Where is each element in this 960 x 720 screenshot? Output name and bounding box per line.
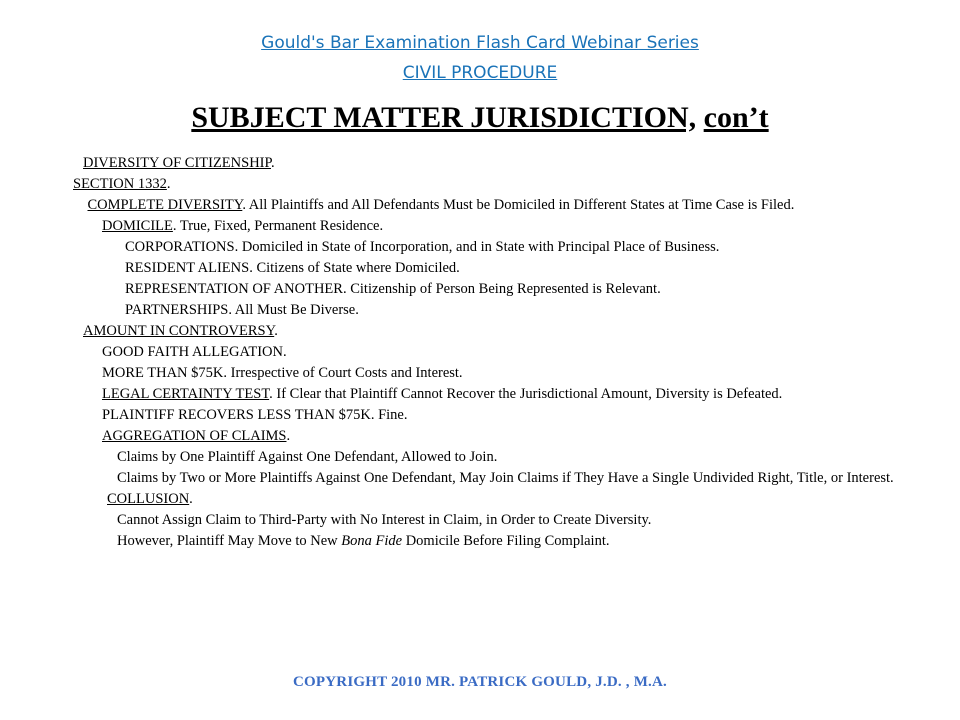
outline-one-plaintiff: Claims by One Plaintiff Against One Defendant, Allowed to Join. (117, 449, 498, 465)
complete-diversity-label: COMPLETE DIVERSITY (87, 197, 243, 213)
outline-good-faith: GOOD FAITH ALLEGATION. (102, 344, 287, 360)
outline-two-plaintiffs: Claims by Two or More Plaintiffs Against One Defendant, May Join Claims if They Have a Single Undivided Right, Title, or Interest. (117, 470, 894, 486)
outline-domicile: DOMICILE. True, Fixed, Permanent Residence. (102, 218, 384, 234)
outline-section: SECTION 1332. (73, 176, 171, 192)
subject-title-link[interactable]: CIVIL PROCEDURE (402, 63, 558, 83)
outline-legal-certainty: LEGAL CERTAINTY TEST. If Clear that Plaintiff Cannot Recover the Jurisdictional Amount, Diversity is Defeated. (102, 386, 783, 402)
outline-collusion: COLLUSION. (107, 491, 193, 507)
copyright-footer: COPYRIGHT 2010 MR. PATRICK GOULD, J.D. , M.A. (293, 674, 667, 690)
section-label: SECTION 1332 (73, 176, 167, 192)
series-title-link[interactable]: Gould's Bar Examination Flash Card Webinar Series (261, 33, 699, 53)
slide-title (0, 100, 960, 136)
amount-label: AMOUNT IN CONTROVERSY (83, 323, 275, 339)
outline-diversity: DIVERSITY OF CITIZENSHIP. (83, 155, 275, 171)
outline-more-than: MORE THAN $75K. Irrespective of Court Costs and Interest. (102, 365, 463, 381)
outline-complete-diversity: COMPLETE DIVERSITY. All Plaintiffs and All Defendants Must be Domiciled in Different States at Time Case is Filed. (87, 197, 795, 213)
outline-aggregation: AGGREGATION OF CLAIMS. (102, 428, 291, 444)
outline-cannot-assign: Cannot Assign Claim to Third-Party with No Interest in Claim, in Order to Create Diversity. (117, 512, 652, 528)
outline-amount: AMOUNT IN CONTROVERSY. (83, 323, 278, 339)
outline-resident-aliens: RESIDENT ALIENS. Citizens of State where Domiciled. (125, 260, 460, 276)
outline-corporations: CORPORATIONS. Domiciled in State of Incorporation, and in State with Principal Place of Business. (125, 239, 720, 255)
domicile-label: DOMICILE (102, 218, 173, 234)
legal-certainty-label: LEGAL CERTAINTY TEST (102, 386, 270, 402)
collusion-label: COLLUSION (107, 491, 190, 507)
outline-body (73, 153, 918, 552)
outline-representation: REPRESENTATION OF ANOTHER. Citizenship of Person Being Represented is Relevant. (125, 281, 661, 297)
outline-partnerships: PARTNERSHIPS. All Must Be Diverse. (125, 302, 359, 318)
outline-however: However, Plaintiff May Move to New Bona Fide Domicile Before Filing Complaint. (117, 533, 610, 549)
diversity-label: DIVERSITY OF CITIZENSHIP (83, 155, 271, 171)
slide-title-suffix: con’t (703, 101, 769, 134)
slide-title-main: SUBJECT MATTER JURISDICTION, (191, 101, 697, 134)
bona-fide-italic: Bona Fide (341, 533, 403, 549)
aggregation-label: AGGREGATION OF CLAIMS (102, 428, 287, 444)
outline-recovers-less: PLAINTIFF RECOVERS LESS THAN $75K. Fine. (102, 407, 408, 423)
